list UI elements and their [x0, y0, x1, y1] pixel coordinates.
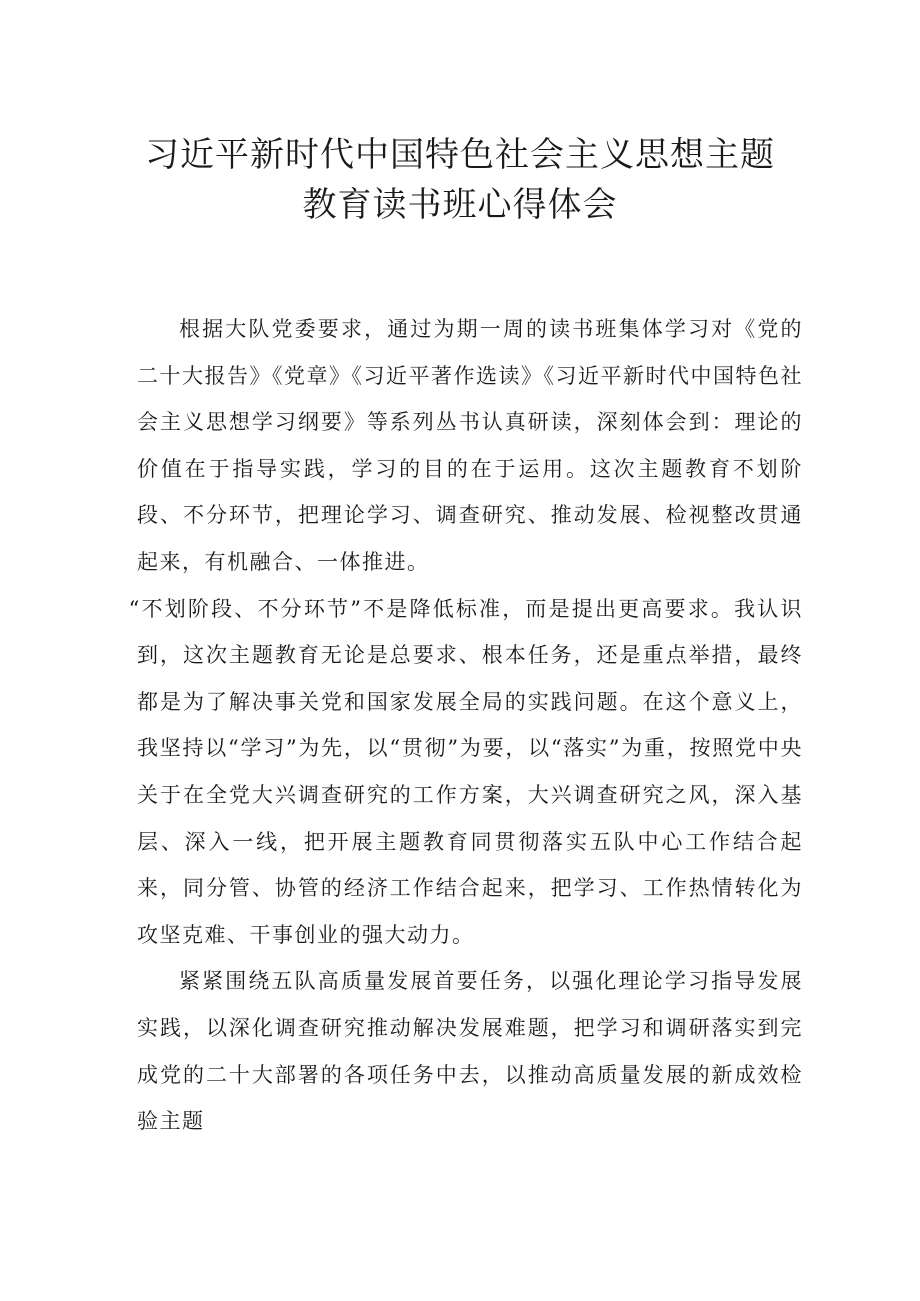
- title-line-2: 教育读书班心得体会: [302, 185, 618, 225]
- paragraph-1: 根据大队党委要求，通过为期一周的读书班集体学习对《党的二十大报告》《党章》《习近平著作选读》《习近平新时代中国特色社会主义思想学习纲要》等系列丛书认真研读，深刻体会到：理论的价值在于指导实践，学习的目的在于运用。这次主题教育不划阶段、不分环节，把理论学习、调查研究、推动发展、检视整改贯通起来，有机融合、一体推进。: [137, 317, 803, 574]
- document-body: [128, 306, 803, 1145]
- document-title: [0, 130, 920, 230]
- paragraph-2: “不划阶段、不分环节”不是降低标准，而是提出更高要求。我认识到，这次主题教育无论是总要求、根本任务，还是重点举措，最终都是为了解决事关党和国家发展全局的实践问题。在这个意义上，我坚持以“学习”为先，以“贯彻”为要，以“落实”为重，按照党中央关于在全党大兴调查研究的工作方案，大兴调查研究之风，深入基层、深入一线，把开展主题教育同贯彻落实五队中心工作结合起来，同分管、协管的经济工作结合起来，把学习、工作热情转化为攻坚克难、干事创业的强大动力。: [128, 596, 803, 947]
- title-line-1: 习近平新时代中国特色社会主义思想主题: [145, 135, 775, 175]
- paragraph-3: 紧紧围绕五队高质量发展首要任务，以强化理论学习指导发展实践，以深化调查研究推动解决发展难题，把学习和调研落实到完成党的二十大部署的各项任务中去，以推动高质量发展的新成效检验主题: [137, 969, 803, 1134]
